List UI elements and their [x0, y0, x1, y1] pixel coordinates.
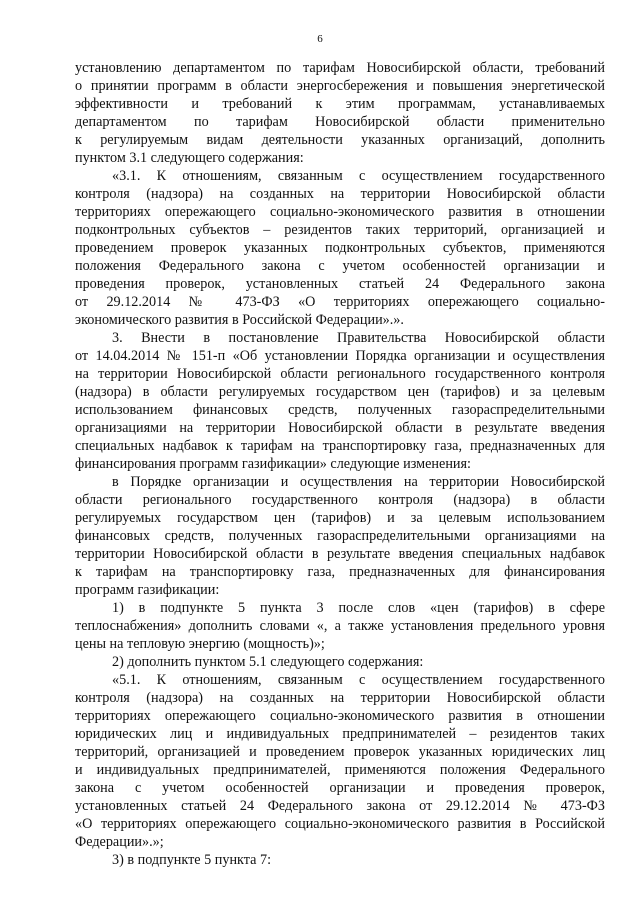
text-line: от 29.12.2014 № 473-ФЗ «О территориях опережающего социально-	[75, 294, 605, 310]
text-line: регулируемых государством цен (тарифов) и за целевым использованием	[75, 510, 605, 526]
text-line: территории Новосибирской области в результате введения специальных надбавок	[75, 546, 605, 562]
text-line: к регулируемым видам деятельности указанных организаций, дополнить	[75, 132, 605, 148]
text-line: проведением проверок указанных подконтрольных субъектов, применяются	[75, 240, 605, 256]
text-line: экономического развития в Российской Федерации».».	[75, 312, 404, 328]
text-line: финансовых средств, полученных газораспределительными организациями на	[75, 528, 605, 544]
text-line: «О территориях опережающего социально-экономического развития в Российской	[75, 816, 605, 832]
text-line: 2) дополнить пунктом 5.1 следующего содержания:	[112, 654, 424, 670]
text-line: установлению департаментом по тарифам Новосибирской области, требований	[75, 60, 605, 76]
text-line: цены на тепловую энергию (мощность)»;	[75, 636, 325, 652]
text-line: установленных статьей 24 Федерального закона от 29.12.2014 № 473-ФЗ	[75, 798, 605, 814]
page-number: 6	[317, 33, 323, 45]
text-line: финансирования программ газификации» следующие изменения:	[75, 456, 471, 472]
text-line: эффективности и требований к этим программам, устанавливаемых	[75, 96, 605, 112]
text-line: организациями на территории Новосибирской области в результате введения	[75, 420, 605, 436]
text-line: к тарифам на транспортировку газа, предназначенных для финансирования	[75, 564, 605, 580]
text-line: территориях опережающего социально-экономического развития в отношении	[75, 204, 605, 220]
text-line: 3. Внести в постановление Правительства Новосибирской области	[112, 330, 605, 346]
text-line: от 14.04.2014 № 151-п «Об установлении Порядка организации и осуществления	[75, 348, 605, 364]
text-line: на территории Новосибирской области регионального государственного контроля	[75, 366, 605, 382]
text-line: «3.1. К отношениям, связанным с осуществлением государственного	[112, 168, 605, 184]
text-line: закона с учетом особенностей организации и проведения проверок,	[75, 780, 605, 796]
text-line: теплоснабжения» дополнить словами «, а также установления предельного уровня	[75, 618, 605, 634]
text-line: области регионального государственного контроля (надзора) в области	[75, 492, 605, 508]
text-line: 3) в подпункте 5 пункта 7:	[112, 852, 272, 868]
text-line: о принятии программ в области энергосбережения и повышения энергетической	[75, 78, 605, 94]
text-line: контроля (надзора) на созданных на территории Новосибирской области	[75, 690, 605, 706]
document-body	[75, 59, 605, 869]
text-line: использованием финансовых средств, полученных газораспределительными	[75, 402, 605, 418]
text-line: (надзора) в области регулируемых государством цен (тарифов) и за целевым	[75, 384, 605, 400]
text-line: положения Федерального закона с учетом особенностей организации и	[75, 258, 605, 274]
text-line: подконтрольных субъектов – резидентов таких территорий, организацией и	[75, 222, 605, 238]
text-line: в Порядке организации и осуществления на территории Новосибирской	[112, 474, 605, 490]
text-line: территориях опережающего социально-экономического развития в отношении	[75, 708, 605, 724]
text-line: департаментом по тарифам Новосибирской области применительно	[75, 114, 605, 130]
text-line: территорий, организацией и проведением проверок указанных юридических лиц	[75, 744, 605, 760]
text-line: пунктом 3.1 следующего содержания:	[75, 150, 304, 166]
text-line: программ газификации:	[75, 582, 220, 598]
text-line: специальных надбавок к тарифам на транспортировку газа, предназначенных для	[75, 438, 605, 454]
text-line: контроля (надзора) на созданных на территории Новосибирской области	[75, 186, 605, 202]
text-line: юридических лиц и индивидуальных предпринимателей – резидентов таких	[75, 726, 605, 742]
text-line: проведения проверок, установленных статьей 24 Федерального закона	[75, 276, 605, 292]
text-line: и индивидуальных предпринимателей, применяются положения Федерального	[75, 762, 605, 778]
text-line: «5.1. К отношениям, связанным с осуществлением государственного	[112, 672, 605, 688]
text-line: Федерации».»;	[75, 834, 164, 850]
text-line: 1) в подпункте 5 пункта 3 после слов «цен (тарифов) в сфере	[112, 600, 605, 616]
